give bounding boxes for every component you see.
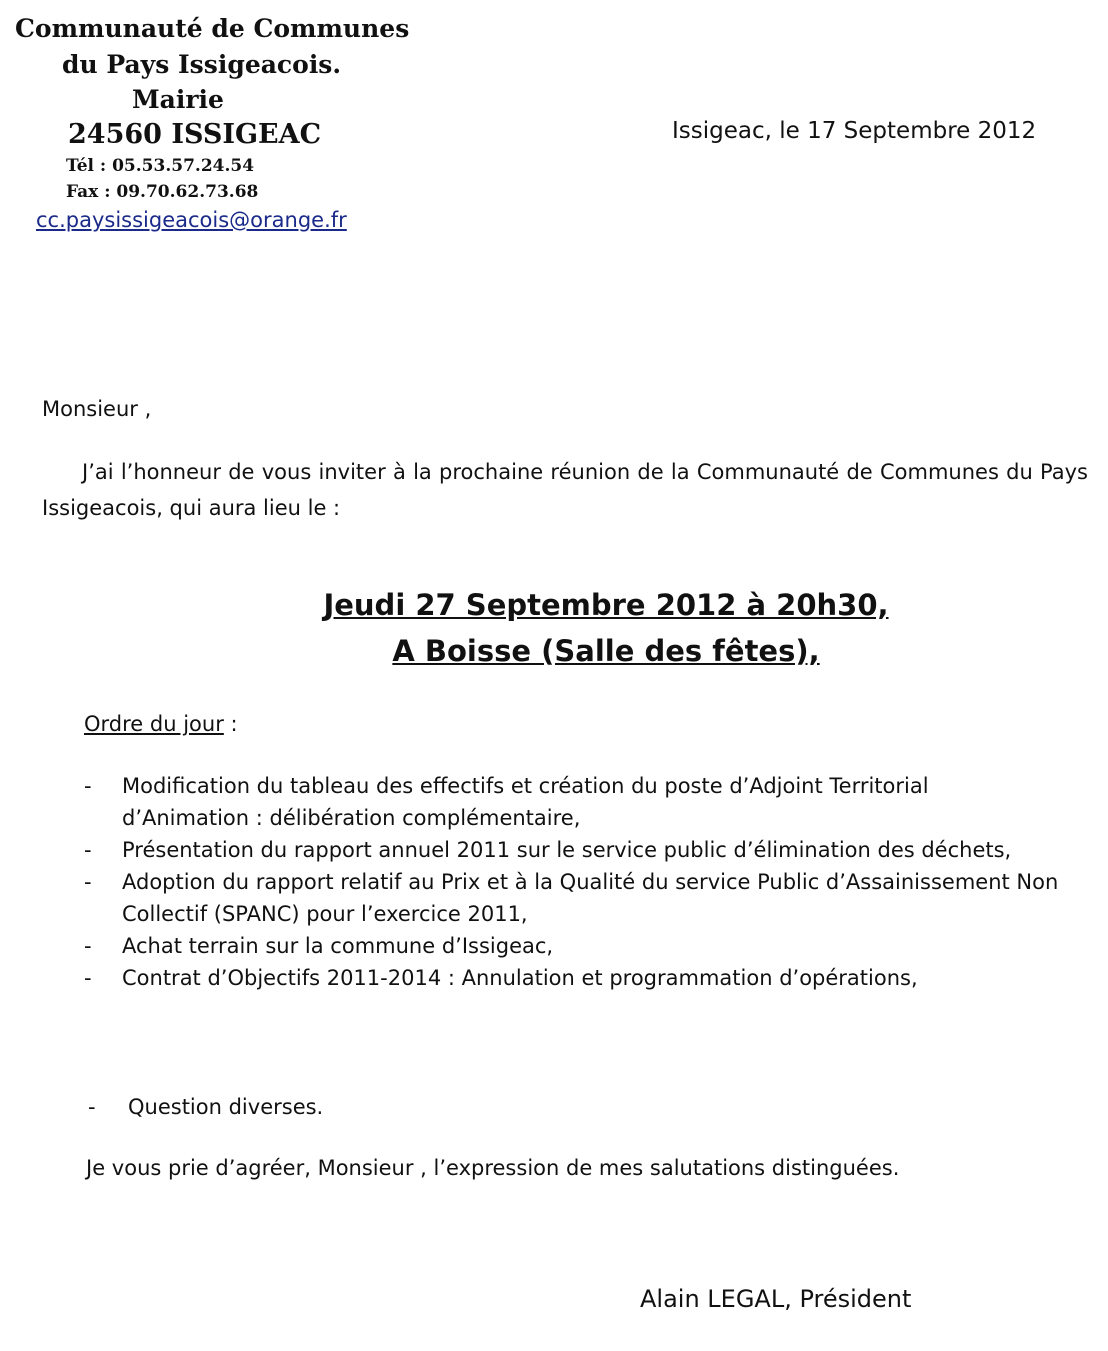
list-dash: - bbox=[84, 870, 92, 894]
list-dash: - bbox=[88, 1095, 96, 1119]
intro-line2: Issigeacois, qui aura lieu le : bbox=[42, 496, 341, 520]
agenda-item-line: Modification du tableau des effectifs et création du poste d’Adjoint Territorial bbox=[122, 774, 929, 798]
list-item bbox=[80, 962, 1090, 994]
salutation: Monsieur , bbox=[42, 397, 152, 421]
list-item bbox=[80, 834, 1090, 866]
org-fax: Fax : 09.70.62.73.68 bbox=[66, 182, 259, 202]
agenda-item-line: Adoption du rapport relatif au Prix et à la Qualité du service Public d’Assainissement Non bbox=[122, 870, 1059, 894]
agenda-title bbox=[84, 712, 238, 736]
org-email-link[interactable]: cc.paysissigeacois@orange.fr bbox=[36, 208, 347, 232]
agenda-item-line: Présentation du rapport annuel 2011 sur le service public d’élimination des déchets, bbox=[122, 838, 1012, 862]
list-dash: - bbox=[84, 934, 92, 958]
agenda-item-line: Achat terrain sur la commune d’Issigeac, bbox=[122, 934, 554, 958]
agenda-title-colon: : bbox=[223, 712, 238, 736]
agenda-extra-text: Question diverses. bbox=[128, 1095, 324, 1119]
org-mairie: Mairie bbox=[132, 85, 224, 114]
intro-line1: J’ai l’honneur de vous inviter à la prochaine réunion de la Communauté de Communes du Pays bbox=[82, 460, 1088, 484]
agenda-item-line: Collectif (SPANC) pour l’exercice 2011, bbox=[122, 902, 528, 926]
agenda-extra-item bbox=[84, 1095, 323, 1119]
agenda-item-line: d’Animation : délibération complémentaire, bbox=[122, 806, 581, 830]
list-item bbox=[80, 866, 1090, 930]
intro-paragraph bbox=[42, 454, 1088, 526]
org-address: 24560 ISSIGEAC bbox=[68, 119, 322, 150]
org-name-line2: du Pays Issigeacois. bbox=[62, 50, 342, 79]
org-phone: Tél : 05.53.57.24.54 bbox=[66, 156, 255, 176]
list-item bbox=[80, 770, 1090, 834]
list-item bbox=[80, 930, 1090, 962]
meeting-location: A Boisse (Salle des fêtes), bbox=[392, 634, 820, 668]
org-name-line1: Communauté de Communes bbox=[15, 14, 410, 43]
list-dash: - bbox=[84, 774, 92, 798]
list-dash: - bbox=[84, 966, 92, 990]
agenda-item-line: Contrat d’Objectifs 2011-2014 : Annulation et programmation d’opérations, bbox=[122, 966, 918, 990]
signature: Alain LEGAL, Président bbox=[640, 1285, 912, 1313]
agenda-title-text: Ordre du jour bbox=[84, 712, 224, 736]
meeting-date-time: Jeudi 27 Septembre 2012 à 20h30, bbox=[323, 588, 889, 622]
agenda-list bbox=[80, 770, 1090, 994]
list-dash: - bbox=[84, 838, 92, 862]
closing-formula: Je vous prie d’agréer, Monsieur , l’expression de mes salutations distinguées. bbox=[86, 1156, 900, 1180]
letter-date: Issigeac, le 17 Septembre 2012 bbox=[672, 118, 1037, 144]
